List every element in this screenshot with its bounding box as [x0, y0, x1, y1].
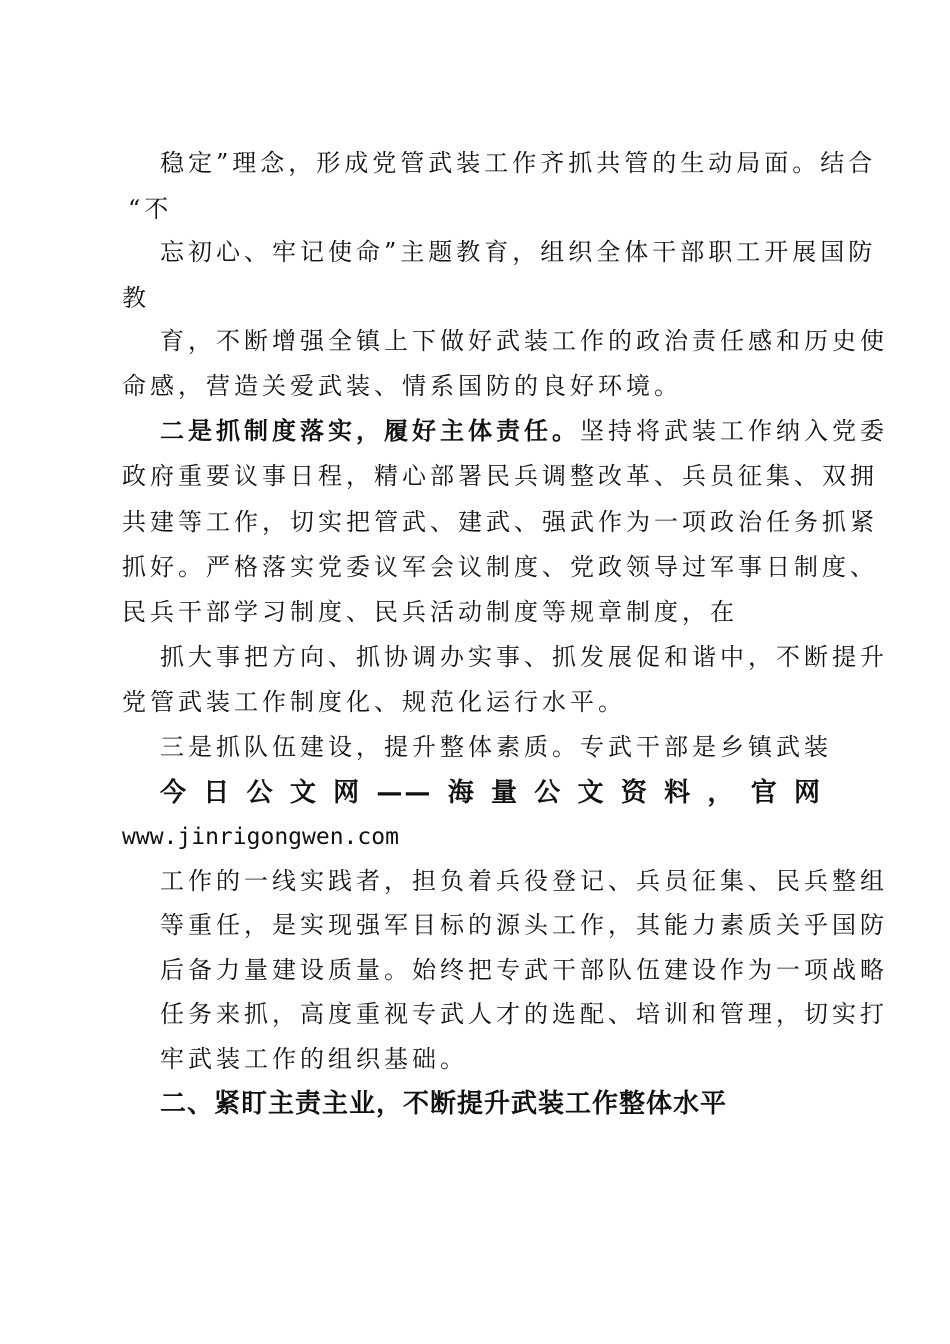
text-line: 稳定”理念，形成党管武装工作齐抓共管的生动局面。结合 — [160, 149, 877, 177]
watermark-site-name: 今日公文网——海量公文资料，官网 — [160, 778, 822, 808]
text-line: 抓好。严格落实党委议军会议制度、党政领导过军事日制度、 — [122, 553, 878, 581]
text-line: 民兵干部学习制度、民兵活动制度等规章制度，在 — [122, 598, 738, 626]
text-line: 命感，营造关爱武装、情系国防的良好环境。 — [122, 372, 682, 400]
text-line: “不 — [128, 195, 173, 223]
text-line: 任务来抓，高度重视专武人才的选配、培训和管理，切实打 — [160, 1000, 888, 1028]
paragraph-lead: 二是抓制度落实，履好主体责任。 — [160, 417, 580, 445]
text-line: 党管武装工作制度化、规范化运行水平。 — [122, 688, 626, 716]
paragraph-text: 坚持将武装工作纳入党委 — [580, 417, 888, 445]
text-line: 三是抓队伍建设，提升整体素质。专武干部是乡镇武装 — [160, 733, 832, 761]
text-line: 牢武装工作的组织基础。 — [160, 1045, 468, 1073]
text-line: 教 — [122, 284, 150, 312]
text-line: 育，不断增强全镇上下做好武装工作的政治责任感和历史使 — [160, 327, 888, 355]
paragraph-heading — [160, 416, 888, 446]
text-line: 共建等工作，切实把管武、建武、强武作为一项政治任务抓紧 — [122, 508, 878, 536]
text-line: 政府重要议事日程，精心部署民兵调整改革、兵员征集、双拥 — [122, 462, 878, 490]
text-line: 后备力量建设质量。始终把专武干部队伍建设作为一项战略 — [160, 956, 888, 984]
watermark-url: www.jinrigongwen.com — [122, 824, 399, 850]
text-line: 工作的一线实践者，担负着兵役登记、兵员征集、民兵整组 — [160, 867, 888, 895]
text-line: 忘初心、牢记使命”主题教育，组织全体干部职工开展国防 — [160, 238, 877, 266]
text-line: 等重任，是实现强军目标的源头工作，其能力素质关乎国防 — [160, 911, 888, 939]
text-line: 抓大事把方向、抓协调办实事、抓发展促和谐中，不断提升 — [160, 643, 888, 671]
section-heading: 二、紧盯主责主业，不断提升武装工作整体水平 — [160, 1089, 728, 1119]
